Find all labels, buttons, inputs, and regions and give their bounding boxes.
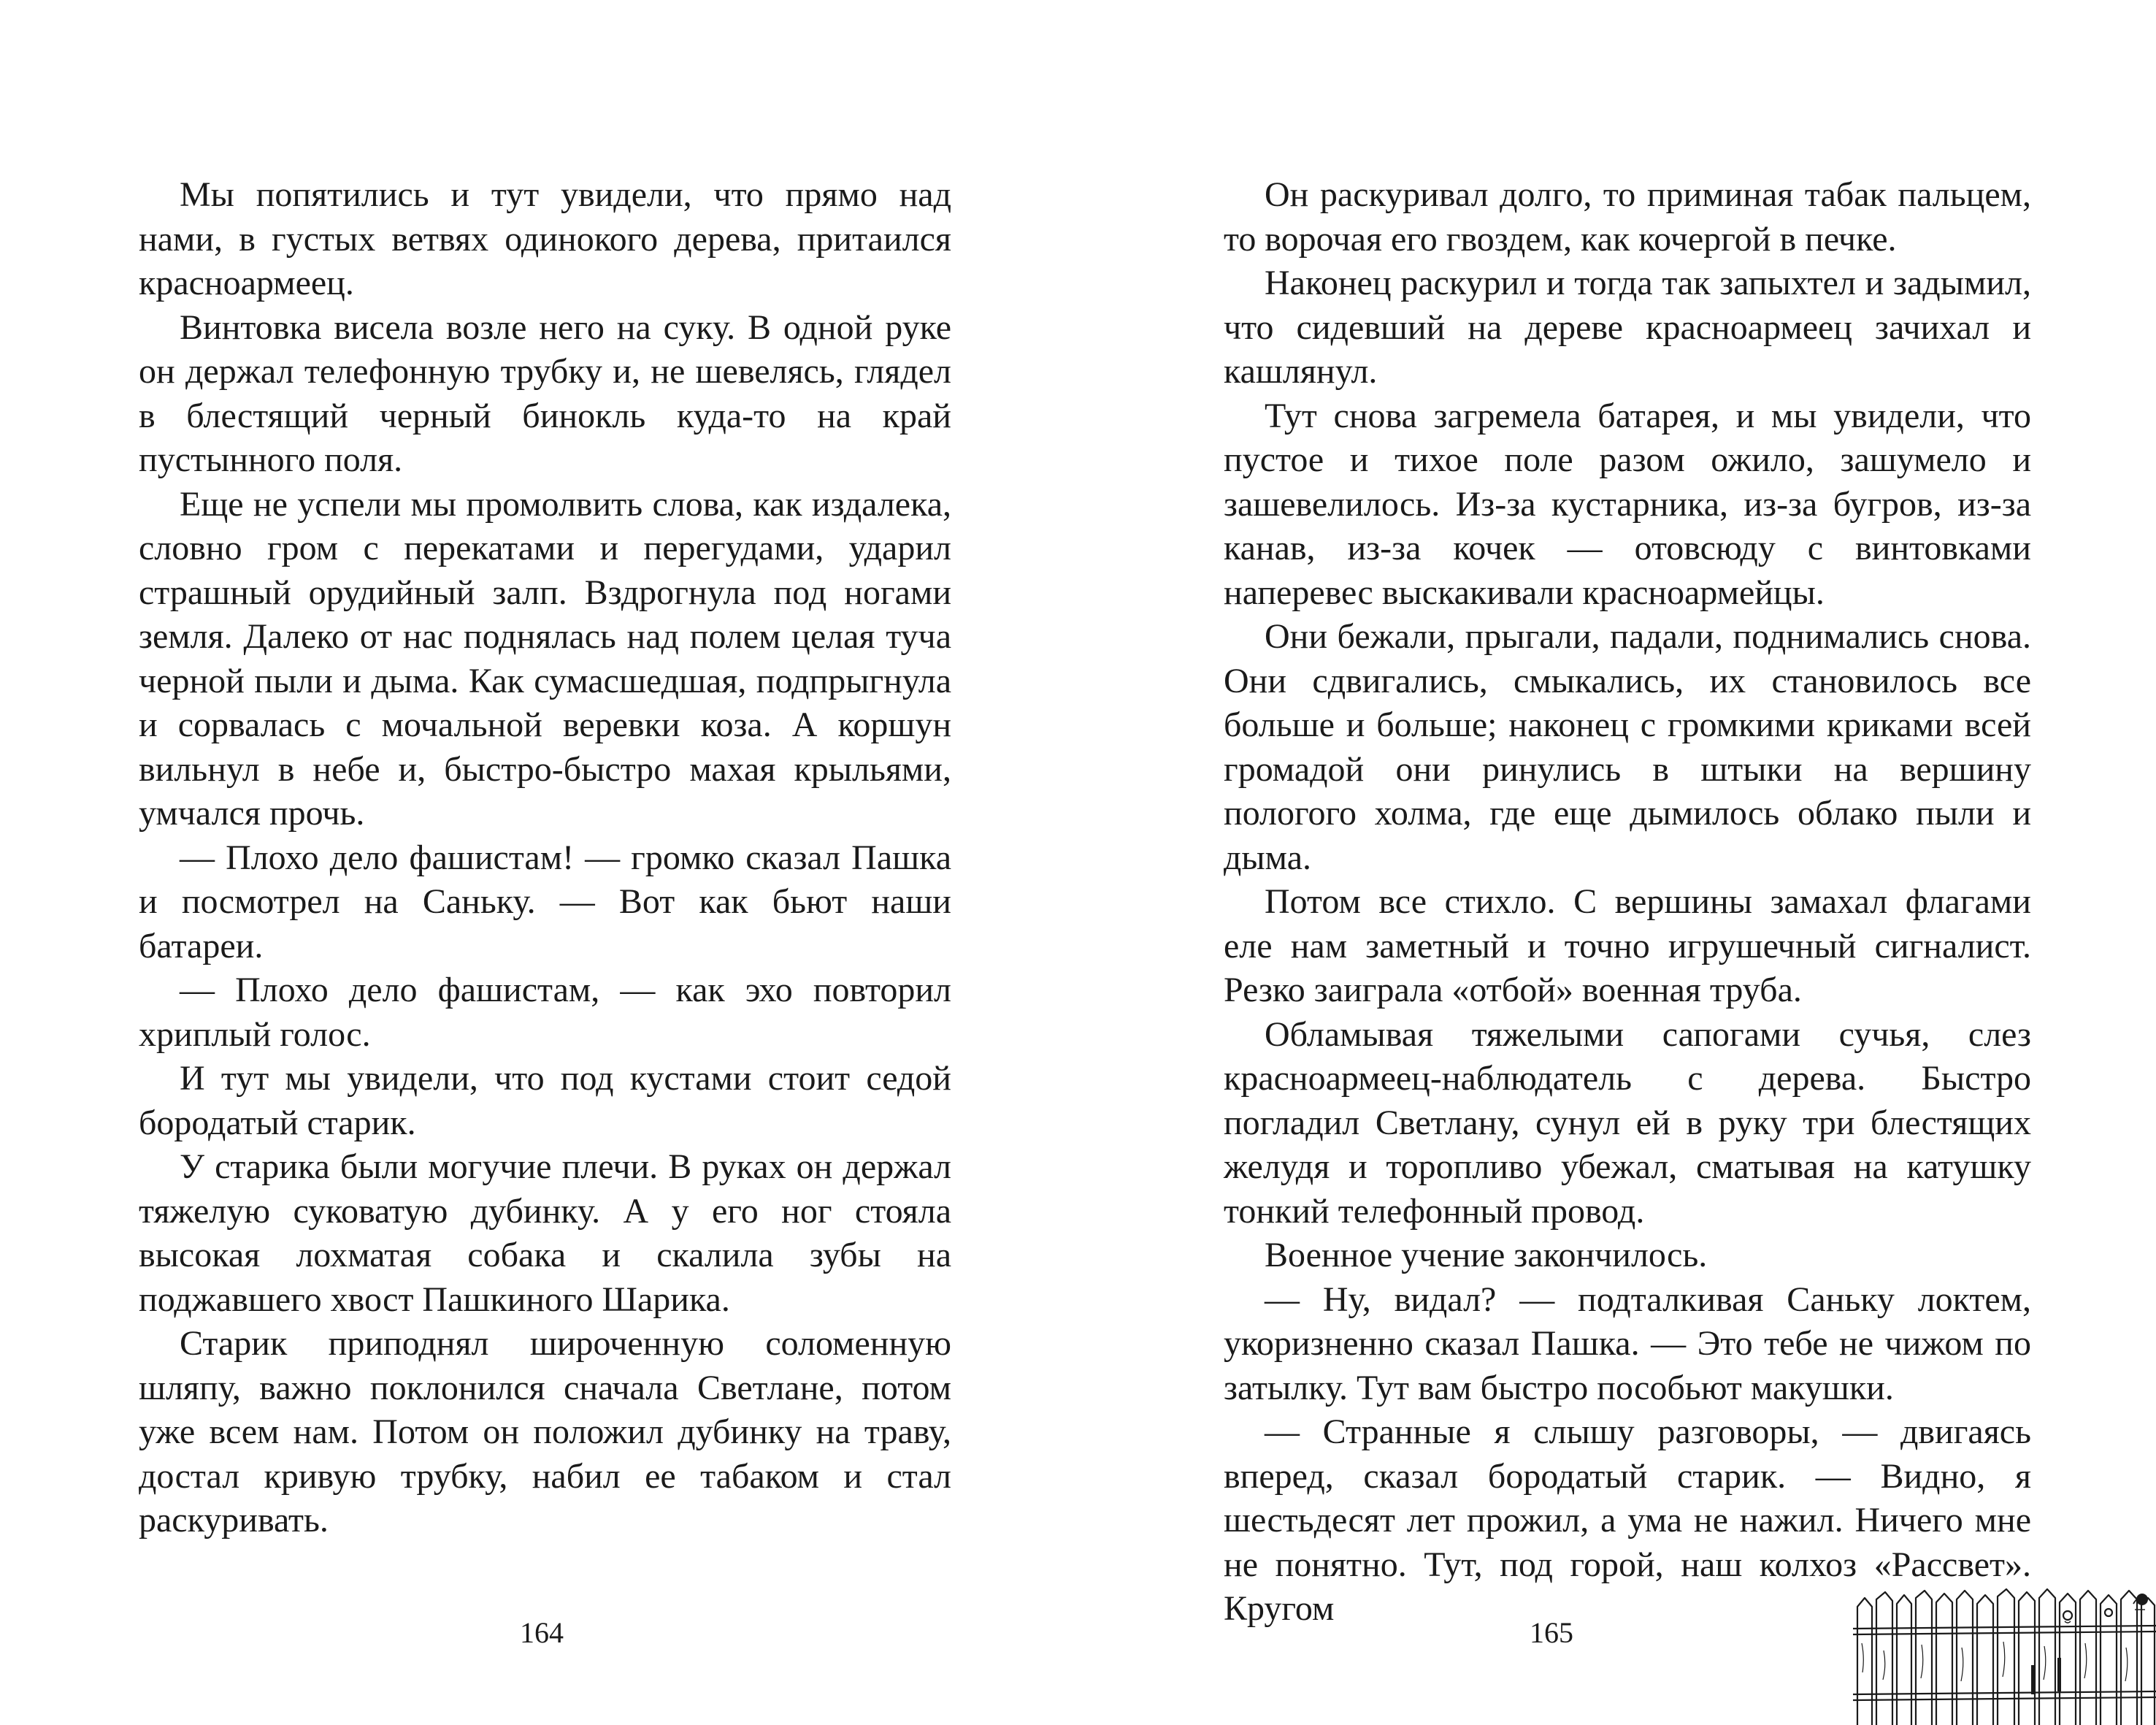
paragraph: Он раскуривал долго, то приминая табак пальцем, то ворочая его гвоздем, как кочергой в печке. xyxy=(1224,175,2031,259)
paragraph: Еще не успели мы промолвить слова, как издалека, словно гром с перекатами и перегудами, ударил страшный орудийный залп. Вздрогнула под ногами земля. Далеко от нас поднялась над полем целая туча черной пыли и дыма. Как сумасшедшая, подпрыгнула и сорвалась с мочальной веревки коза. А коршун вильнул в небе и, быстро-быстро махая крыльями, умчался прочь. xyxy=(139,484,951,833)
page-number: 164 xyxy=(520,1616,564,1649)
paragraph: Они бежали, прыгали, падали, поднимались снова. Они сдвигались, смыкались, их становилось все больше и больше; наконец с громкими криками всей громадой они ринулись в штыки на вершину пологого холма, где еще дымилось облако пыли и дыма. xyxy=(1224,617,2031,877)
paragraph: Обламывая тяжелыми сапогами сучья, слез красноармеец-наблюдатель с дерева. Быстро погладил Светлану, сунул ей в руку три блестящих желудя и торопливо убежал, сматывая на катушку тонкий телефонный провод. xyxy=(1224,1014,2031,1231)
paragraph: — Плохо дело фашистам! — громко сказал Пашка и посмотрел на Саньку. — Вот как бьют наши батареи. xyxy=(139,838,951,965)
paragraph: Мы попятились и тут увидели, что прямо над нами, в густых ветвях одинокого дерева, притаился красноармеец. xyxy=(139,175,951,302)
paragraph: У старика были могучие плечи. В руках он держал тяжелую суковатую дубинку. А у его ног стояла высокая лохматая собака и скалила зубы на поджавшего хвост Пашкиного Шарика. xyxy=(139,1147,951,1319)
paragraph: — Ну, видал? — подталкивая Саньку локтем, укоризненно сказал Пашка. — Это тебе не чижом по затылку. Тут вам быстро пособьют макушки. xyxy=(1224,1280,2031,1407)
paragraph: Старик приподнял широченную соломенную шляпу, важно поклонился сначала Светлане, потом уже всем нам. Потом он положил дубинку на траву, достал кривую трубку, набил ее табаком и стал раскуривать. xyxy=(139,1324,951,1540)
paragraph: — Плохо дело фашистам, — как эхо повторил хриплый голос. xyxy=(139,971,951,1054)
left-page-text xyxy=(139,173,951,1543)
paragraph: Потом все стихло. С вершины замахал флагами еле нам заметный и точно игрушечный сигналист. Резко заиграла «отбой» военная труба. xyxy=(1224,882,2031,1009)
paragraph: Наконец раскурил и тогда так запыхтел и задымил, что сидевший на дереве красноармеец зачихал и кашлянул. xyxy=(1224,264,2031,391)
right-page-text xyxy=(1224,173,2031,1632)
right-page xyxy=(1078,0,2156,1725)
paragraph: Военное учение закончилось. xyxy=(1265,1236,1708,1274)
paragraph: Тут снова загремела батарея, и мы увидели, что пустое и тихое поле разом ожило, зашумело и зашевелилось. Из-за кустарника, из-за бугров, из-за канав, из-за кочек — отовсюду с винтовками наперевес выскакивали красноармейцы. xyxy=(1224,396,2031,612)
paragraph: Винтовка висела возле него на суку. В одной руке он держал телефонную трубку и, не шевелясь, глядел в блестящий черный бинокль куда-то на край пустынного поля. xyxy=(139,307,951,479)
fence-illustration-icon xyxy=(1849,1577,2156,1725)
paragraph: — Странные я слышу разговоры, — двигаясь вперед, сказал бородатый старик. — Видно, я шестьдесят лет прожил, а ума не нажил. Ничего мне не понятно. Тут, под горой, наш колхоз «Рассвет». Кругом xyxy=(1224,1412,2031,1628)
paragraph: И тут мы увидели, что под кустами стоит седой бородатый старик. xyxy=(139,1059,951,1142)
page-number: 165 xyxy=(1530,1616,1573,1649)
